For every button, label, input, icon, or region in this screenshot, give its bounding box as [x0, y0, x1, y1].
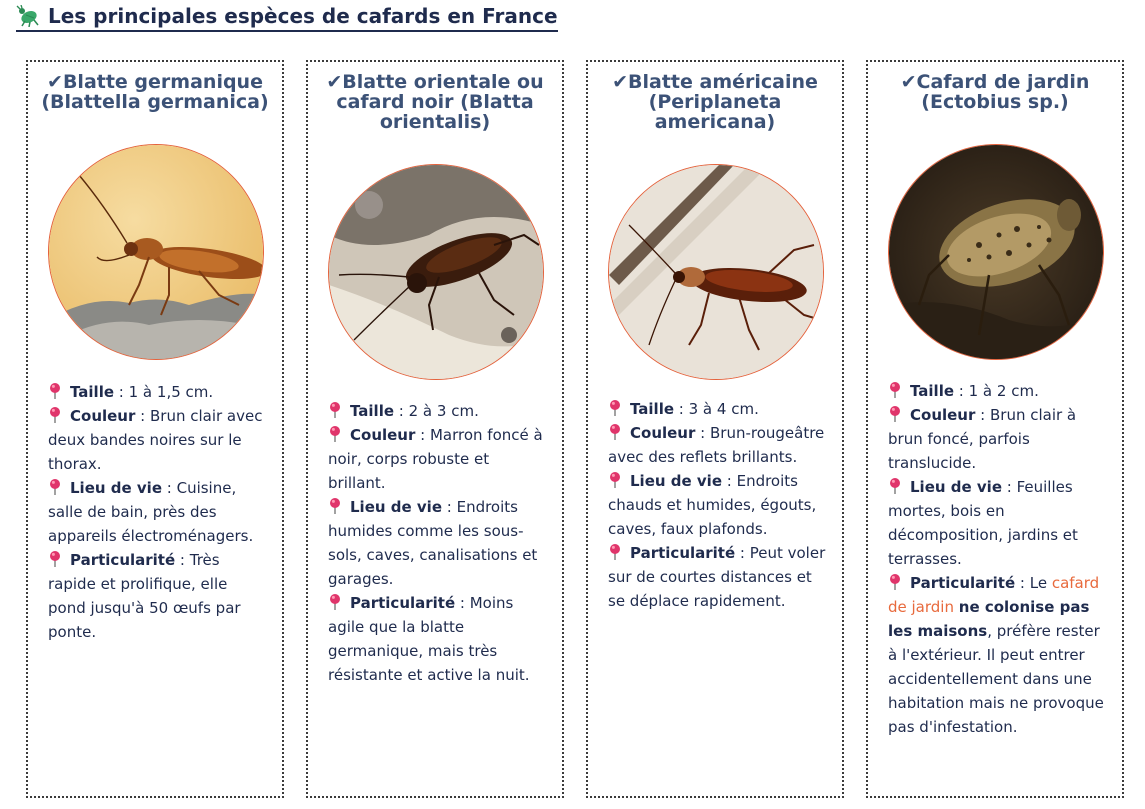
cockroach-photo-jardin [889, 145, 1103, 359]
pushpin-icon [328, 401, 342, 419]
pushpin-icon [48, 406, 62, 424]
species-title [880, 72, 1110, 112]
pushpin-icon [608, 423, 622, 441]
pushpin-icon [888, 405, 902, 423]
pushpin-icon [328, 425, 342, 443]
pushpin-icon [888, 477, 902, 495]
species-title [40, 72, 270, 112]
species-card-blatte-germanique [26, 60, 284, 798]
species-name: Blatte orientale ou cafard noir (Blatta orientalis) [336, 71, 544, 133]
species-details [608, 397, 828, 613]
pushpin-icon [328, 497, 342, 515]
cockroach-photo-americaine [609, 165, 823, 379]
lieu-row: Lieu de vie : Cuisine, salle de bain, près des appareils électroménagers. [48, 479, 254, 545]
page-title-text: Les principales espèces de cafards en France [48, 4, 558, 28]
cockroach-photo-orientale [329, 165, 543, 379]
species-name: Blatte américaine (Periplaneta americana) [628, 71, 818, 133]
particularite-row: Particularité : Peut voler sur de courtes distances et se déplace rapidement. [608, 544, 826, 610]
pushpin-icon [608, 543, 622, 561]
pushpin-icon [888, 381, 902, 399]
cafard-de-jardin-link[interactable]: cafard de jardin [888, 574, 1100, 616]
taille-row: Taille : 1 à 2 cm. [888, 379, 1108, 403]
couleur-row: Couleur : Brun-rougeâtre avec des reflets brillants. [608, 424, 825, 466]
pushpin-icon [48, 550, 62, 568]
taille-row: Taille : 1 à 1,5 cm. [48, 380, 268, 404]
pushpin-icon [608, 471, 622, 489]
page-title [16, 4, 558, 32]
species-card-blatte-americaine [586, 60, 844, 798]
pushpin-icon [48, 478, 62, 496]
cockroach-icon [16, 5, 40, 27]
species-photo [328, 164, 544, 380]
pushpin-icon [328, 593, 342, 611]
particularite-row: Particularité : Le cafard de jardin ne colonise pas les maisons, préfère rester à l'extérieur. Il peut entrer accidentellement dans une habitation mais ne provoque pas d'infestation. [888, 574, 1104, 736]
check-icon: ✔ [326, 71, 343, 93]
particularite-row: Particularité : Moins agile que la blatte germanique, mais très résistante et active la nuit. [328, 594, 530, 684]
lieu-row: Lieu de vie : Endroits chauds et humides, égouts, caves, faux plafonds. [608, 472, 817, 538]
check-icon: ✔ [612, 71, 629, 93]
species-details [328, 399, 548, 687]
cockroach-photo-germanique [49, 145, 263, 359]
species-photo [888, 144, 1104, 360]
species-card-cafard-de-jardin [866, 60, 1124, 798]
species-name: Cafard de jardin (Ectobius sp.) [916, 71, 1090, 113]
species-details [888, 379, 1108, 739]
species-name: Blatte germanique (Blattella germanica) [41, 71, 269, 113]
pushpin-icon [608, 399, 622, 417]
taille-row: Taille : 2 à 3 cm. [328, 399, 548, 423]
species-photo [608, 164, 824, 380]
check-icon: ✔ [900, 71, 917, 93]
lieu-row: Lieu de vie : Endroits humides comme les sous-sols, caves, canalisations et garages. [328, 498, 538, 588]
couleur-row: Couleur : Brun clair avec deux bandes noires sur le thorax. [48, 407, 263, 473]
couleur-row: Couleur : Brun clair à brun foncé, parfois translucide. [888, 406, 1077, 472]
species-photo [48, 144, 264, 360]
pushpin-icon [48, 382, 62, 400]
check-icon: ✔ [47, 71, 63, 93]
taille-row: Taille : 3 à 4 cm. [608, 397, 828, 421]
species-title [320, 72, 550, 132]
particularite-row: Particularité : Très rapide et prolifique, elle pond jusqu'à 50 œufs par ponte. [48, 551, 241, 641]
pushpin-icon [888, 573, 902, 591]
species-details [48, 380, 268, 644]
species-card-blatte-orientale [306, 60, 564, 798]
species-title [600, 72, 830, 132]
couleur-row: Couleur : Marron foncé à noir, corps robuste et brillant. [328, 426, 543, 492]
lieu-row: Lieu de vie : Feuilles mortes, bois en décomposition, jardins et terrasses. [888, 478, 1078, 568]
